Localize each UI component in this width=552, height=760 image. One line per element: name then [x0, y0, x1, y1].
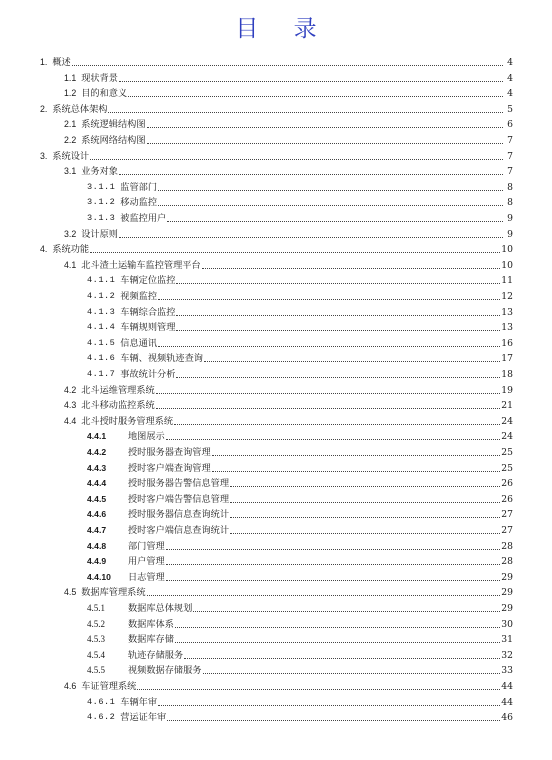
toc-entry-title: 系统逻辑结构图	[81, 119, 146, 131]
toc-entry-page: 12	[501, 291, 513, 302]
toc-entry-page: 44	[501, 696, 513, 708]
toc-entry-page: 24	[501, 415, 513, 427]
dot-leader	[202, 268, 501, 269]
toc-entry-title: 车证管理系统	[81, 681, 137, 692]
toc-entry-title: 被监控用户	[120, 213, 167, 224]
toc-entry-title: 北斗移动监控系统	[81, 400, 155, 412]
toc-entry-number: 4.1.1	[87, 275, 116, 286]
dot-leader	[137, 689, 500, 690]
toc-entry[interactable]	[40, 55, 513, 68]
toc-entry-page: 4	[507, 72, 513, 84]
toc-entry-page: 27	[501, 509, 513, 521]
toc-entry-title: 地图展示	[128, 431, 165, 443]
toc-entry-page: 11	[501, 275, 513, 287]
toc-entry[interactable]	[87, 570, 513, 583]
toc-entry-title: 事故统计分析	[120, 369, 176, 380]
toc-entry[interactable]	[87, 648, 513, 661]
toc-entry-page: 27	[501, 525, 513, 536]
dot-leader	[90, 159, 503, 160]
dot-leader	[230, 517, 500, 518]
toc-entry[interactable]	[87, 507, 513, 520]
toc-entry-number: 4.1.4	[87, 322, 116, 333]
toc-entry-page: 21	[501, 400, 513, 412]
toc-entry-title: 系统总体架构	[52, 103, 108, 115]
toc-entry-page: 5	[507, 103, 513, 115]
dot-leader	[128, 96, 503, 97]
toc-entry-title: 视频数据存储服务	[128, 665, 202, 677]
toc-entry-number: 4.5.4	[87, 649, 105, 660]
toc-entry-number: 3.1.3	[87, 213, 116, 223]
toc-entry-title: 设计原则	[81, 228, 118, 240]
toc-entry-page: 25	[501, 462, 513, 474]
toc-entry-title: 现状背景	[81, 72, 118, 84]
toc-entry-page: 31	[501, 634, 513, 646]
toc-entry-page: 25	[501, 447, 513, 458]
toc-entry-title: 目的和意义	[81, 88, 128, 100]
toc-entry-title: 北斗运维管理系统	[81, 384, 155, 396]
toc-entry-title: 授时服务器信息查询统计	[128, 509, 230, 521]
dot-leader	[119, 237, 503, 238]
toc-entry[interactable]	[87, 289, 513, 302]
toc-entry-title: 部门管理	[128, 540, 165, 552]
dot-leader	[147, 143, 503, 144]
toc-entry[interactable]	[64, 71, 513, 84]
toc-entry-title: 用户管理	[128, 556, 165, 568]
toc-entry-title: 授时客户端信息查询统计	[128, 525, 230, 536]
toc-entry-title: 授时客户端告警信息管理	[128, 493, 230, 505]
dot-leader	[119, 81, 503, 82]
toc-entry-page: 9	[507, 213, 513, 224]
toc-entry[interactable]	[64, 383, 513, 396]
toc-entry[interactable]	[64, 585, 513, 598]
dot-leader	[176, 315, 500, 316]
toc-entry-page: 10	[501, 244, 513, 256]
toc-entry-title: 系统设计	[52, 150, 90, 162]
toc-entry-number: 3.1.2	[87, 197, 116, 208]
toc-entry-number: 4.4.4	[87, 478, 107, 489]
toc-entry-title: 系统功能	[52, 244, 90, 256]
toc-entry[interactable]	[87, 461, 513, 474]
toc-entry-title: 车辆规则管理	[120, 322, 176, 334]
toc-entry-number: 2.	[40, 103, 48, 114]
dot-leader	[166, 564, 501, 565]
toc-entry-title: 信息通讯	[120, 337, 158, 349]
toc-entry-number: 2.2	[64, 135, 77, 145]
dot-leader	[175, 642, 500, 643]
toc-entry[interactable]	[87, 320, 513, 333]
toc-entry-number: 4.	[40, 244, 48, 255]
toc-entry-page: 4	[507, 57, 513, 68]
toc-entry-title: 监管部门	[120, 181, 158, 193]
toc-entry-number: 3.2	[64, 228, 77, 239]
toc-entry-title: 轨迹存储服务	[128, 649, 184, 661]
dot-leader	[230, 486, 500, 487]
dot-leader	[203, 673, 501, 674]
dot-leader	[147, 127, 503, 128]
toc-entry[interactable]	[87, 429, 513, 442]
toc-entry[interactable]	[87, 663, 513, 676]
toc-entry[interactable]	[87, 617, 513, 630]
toc-entry-number: 4.4.7	[87, 525, 107, 535]
dot-leader	[167, 720, 500, 721]
toc-entry-title: 授时服务器查询管理	[128, 447, 211, 458]
toc-entry-title: 车辆综合监控	[120, 306, 176, 318]
toc-entry-page: 7	[507, 166, 513, 178]
dot-leader	[167, 221, 503, 222]
toc-entry[interactable]	[87, 211, 513, 224]
toc-entry-number: 4.4.1	[87, 431, 107, 442]
toc-entry-title: 日志管理	[128, 571, 165, 583]
toc-entry[interactable]	[87, 273, 513, 286]
toc-entry[interactable]	[87, 492, 513, 505]
toc-entry-number: 3.1.1	[87, 181, 116, 192]
toc-entry-number: 4.5.5	[87, 665, 105, 676]
toc-entry-title: 北斗渣土运输车监控管理平台	[81, 259, 201, 271]
toc-entry-title: 北斗授时服务管理系统	[81, 415, 174, 427]
toc-entry-title: 数据库存储	[128, 634, 174, 646]
toc-entry[interactable]	[87, 351, 513, 364]
toc-entry[interactable]	[87, 601, 513, 614]
toc-entry-number: 4.4.9	[87, 556, 107, 567]
toc-entry-number: 4.1.7	[87, 369, 116, 379]
toc-entry-page: 16	[501, 337, 513, 349]
dot-leader	[176, 283, 500, 284]
toc-entry-page: 13	[501, 322, 513, 334]
toc-entry-number: 4.6.2	[87, 712, 116, 723]
toc-entry-number: 4.4.6	[87, 509, 107, 520]
toc-entry[interactable]	[87, 180, 513, 193]
toc-entry[interactable]	[64, 414, 513, 427]
dot-leader	[230, 502, 500, 503]
dot-leader	[184, 658, 500, 659]
toc-entry[interactable]	[87, 695, 513, 708]
toc-entry-title: 数据库总体规划	[128, 603, 193, 614]
dot-leader	[119, 174, 503, 175]
toc-entry-title: 营运证年审	[120, 712, 167, 724]
dot-leader	[72, 65, 503, 66]
toc-entry-title: 车辆年审	[120, 696, 158, 708]
toc-entry-number: 4.6.1	[87, 696, 116, 707]
toc-entry-title: 数据库管理系统	[81, 587, 146, 599]
toc-entry[interactable]	[64, 133, 513, 146]
toc-entry-title: 数据库体系	[128, 618, 174, 630]
dot-leader	[193, 611, 500, 612]
toc-entry-title: 移动监控	[120, 197, 158, 209]
toc-entry[interactable]	[40, 242, 513, 255]
toc-entry-number: 4.5.2	[87, 618, 105, 629]
toc-entry[interactable]	[40, 149, 513, 162]
toc-entry[interactable]	[87, 367, 513, 380]
toc-entry-number: 4.4.8	[87, 540, 107, 551]
toc-entry-page: 7	[507, 135, 513, 146]
toc-entry-number: 4.5.3	[87, 634, 105, 645]
toc-title: 目 录	[235, 16, 331, 42]
dot-leader	[108, 112, 503, 113]
toc-entry-page: 10	[501, 259, 513, 271]
dot-leader	[158, 299, 500, 300]
dot-leader	[90, 252, 500, 253]
dot-leader	[158, 346, 500, 347]
toc-entry-number: 4.1	[64, 259, 77, 270]
toc-entry-number: 2.1	[64, 119, 77, 130]
toc-entry-page: 28	[501, 540, 513, 552]
toc-entry-page: 7	[507, 150, 513, 162]
toc-entry-page: 32	[501, 649, 513, 661]
toc-entry-title: 视频监控	[120, 291, 158, 302]
toc-entry-page: 26	[501, 478, 513, 490]
toc-entry[interactable]	[87, 632, 513, 645]
toc-entry-page: 46	[501, 712, 513, 724]
toc-entry[interactable]	[64, 398, 513, 411]
toc-entry-number: 4.2	[64, 384, 77, 395]
dot-leader	[230, 533, 500, 534]
toc-entry-page: 29	[501, 603, 513, 614]
dot-leader	[166, 580, 501, 581]
toc-entry-number: 4.4.10	[87, 571, 111, 582]
toc-entry-title: 授时客户端查询管理	[128, 462, 211, 474]
toc-entry-page: 44	[501, 681, 513, 692]
toc-entry-number: 1.2	[64, 88, 77, 99]
toc-entry-number: 4.4	[64, 415, 77, 426]
toc-entry-page: 26	[501, 493, 513, 505]
toc-entry-number: 4.4.5	[87, 493, 107, 504]
toc-entry-page: 18	[501, 369, 513, 380]
dot-leader	[166, 549, 501, 550]
toc-entry-number: 4.5	[64, 587, 77, 598]
toc-entry-number: 4.4.3	[87, 462, 107, 473]
toc-entry[interactable]	[87, 445, 513, 458]
toc-entry-title: 授时服务器告警信息管理	[128, 478, 230, 490]
toc-entry-page: 8	[507, 197, 513, 209]
dot-leader	[166, 439, 501, 440]
toc-entry-title: 系统网络结构图	[81, 135, 146, 146]
toc-entry[interactable]	[87, 305, 513, 318]
toc-entry[interactable]	[40, 102, 513, 115]
toc-entry-number: 1.1	[64, 72, 77, 83]
dot-leader	[204, 361, 500, 362]
toc-entry-number: 3.	[40, 150, 48, 161]
toc-entry-page: 4	[507, 88, 513, 100]
toc-entry-page: 29	[501, 587, 513, 599]
toc-entry-title: 概述	[52, 57, 71, 68]
toc-entry[interactable]	[64, 164, 513, 177]
toc-entry-page: 29	[501, 571, 513, 583]
dot-leader	[176, 377, 500, 378]
toc-entry-number: 4.1.6	[87, 353, 116, 364]
toc-entry-page: 17	[501, 353, 513, 365]
dot-leader	[156, 408, 501, 409]
dot-leader	[212, 455, 501, 456]
toc-entry[interactable]	[64, 258, 513, 271]
toc-entry-title: 车辆、视频轨迹查询	[120, 353, 203, 365]
toc-entry[interactable]	[87, 523, 513, 536]
toc-entry-title: 业务对象	[81, 166, 118, 178]
toc-entry[interactable]	[87, 539, 513, 552]
toc-entry-number: 4.5.1	[87, 603, 105, 613]
toc-entry-page: 19	[501, 384, 513, 396]
toc-entry-number: 3.1	[64, 166, 77, 177]
toc-entry[interactable]	[87, 336, 513, 349]
dot-leader	[158, 705, 500, 706]
toc-entry-page: 6	[507, 119, 513, 131]
toc-entry[interactable]	[64, 679, 513, 692]
toc-entry-page: 24	[501, 431, 513, 443]
toc-entry-number: 1.	[40, 57, 48, 67]
toc-entry-page: 8	[507, 181, 513, 193]
dot-leader	[158, 190, 503, 191]
toc-entry-number: 4.4.2	[87, 447, 107, 457]
toc-entry-page: 33	[501, 665, 513, 677]
toc-entry[interactable]	[64, 227, 513, 240]
toc-entry-number: 4.3	[64, 400, 77, 411]
toc-entry[interactable]	[87, 554, 513, 567]
dot-leader	[176, 330, 500, 331]
toc-entry[interactable]	[87, 710, 513, 723]
dot-leader	[147, 595, 501, 596]
dot-leader	[156, 393, 501, 394]
toc-entry-title: 车辆定位监控	[120, 275, 176, 287]
toc-entry-page: 9	[507, 228, 513, 240]
toc-entry[interactable]	[87, 195, 513, 208]
toc-entry-page: 13	[501, 306, 513, 318]
dot-leader	[175, 627, 500, 628]
dot-leader	[212, 471, 501, 472]
toc-entry-page: 30	[501, 618, 513, 630]
toc-entry[interactable]	[64, 117, 513, 130]
toc-entry-number: 4.1.3	[87, 306, 116, 317]
toc-entry-number: 4.1.5	[87, 337, 116, 348]
dot-leader	[158, 205, 503, 206]
toc-entry-number: 4.1.2	[87, 291, 116, 301]
dot-leader	[174, 424, 500, 425]
toc-entry[interactable]	[64, 86, 513, 99]
toc-entry[interactable]	[87, 476, 513, 489]
toc-entry-page: 28	[501, 556, 513, 568]
toc-entry-number: 4.6	[64, 681, 77, 691]
